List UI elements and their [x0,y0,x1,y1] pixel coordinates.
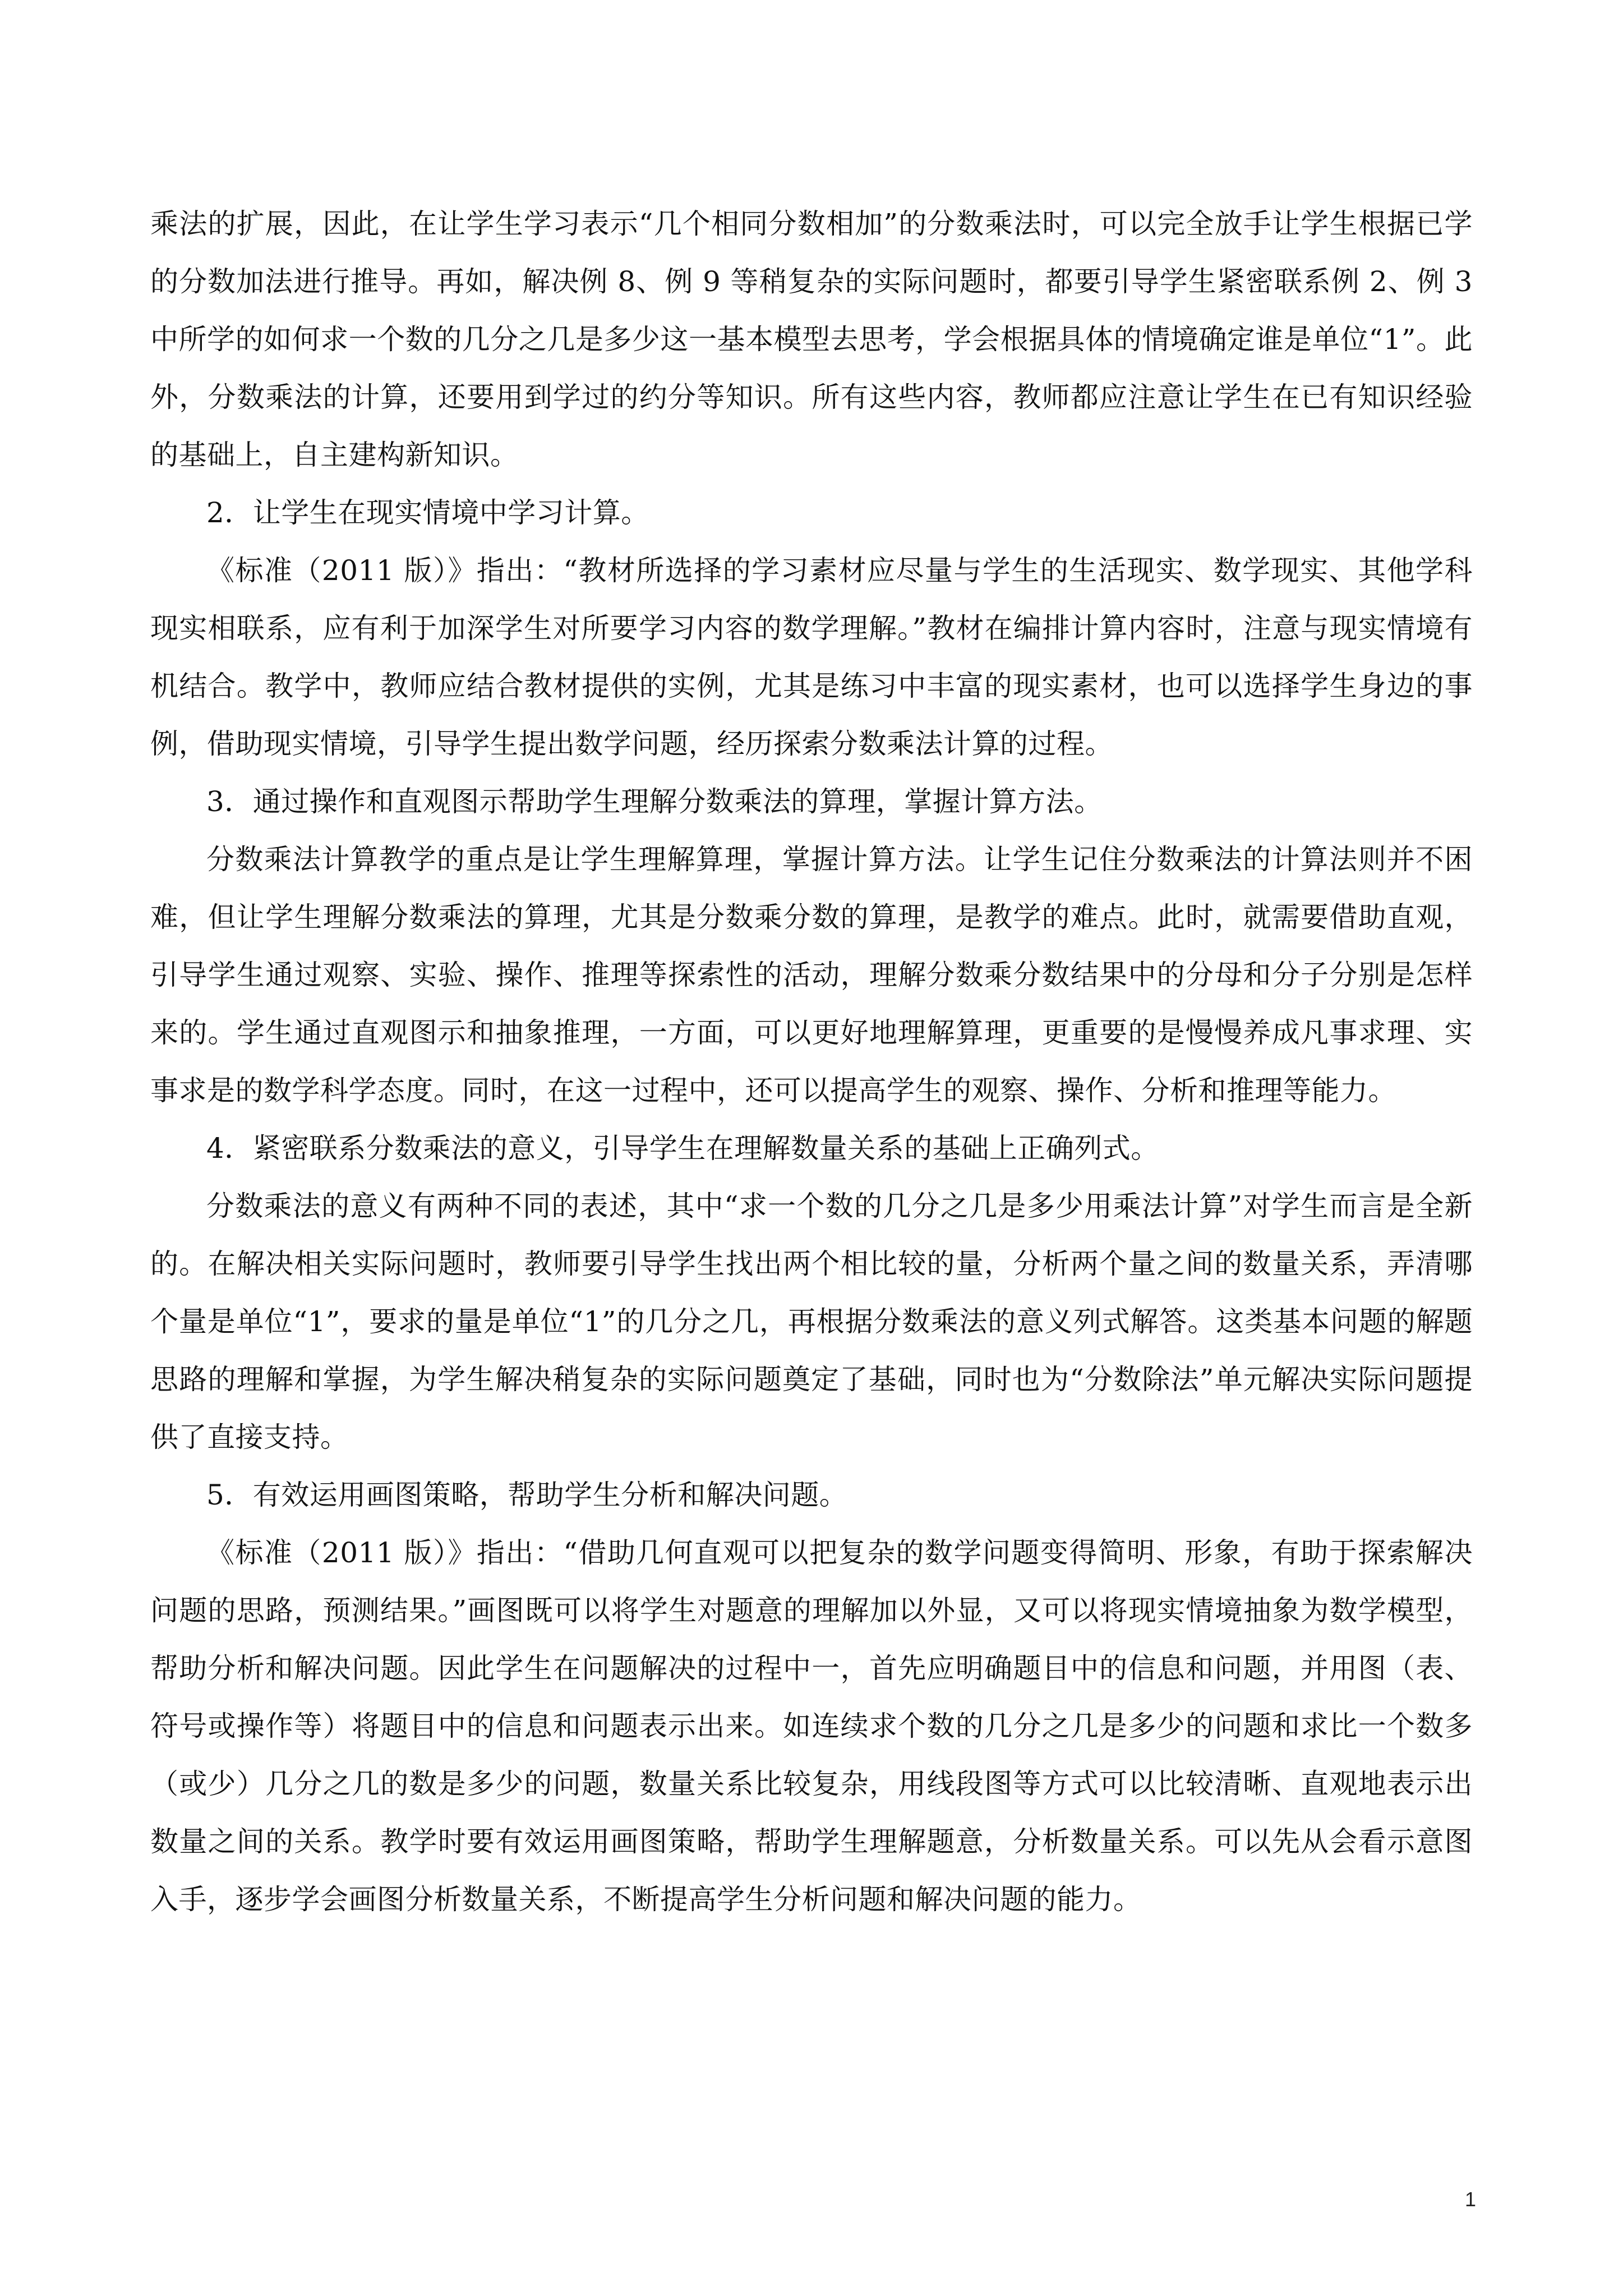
document-body [150,195,1473,1929]
paragraph-section-4: 分数乘法的意义有两种不同的表述，其中“求一个数的几分之几是多少用乘法计算”对学生而言是全新的。在解决相关实际问题时，教师要引导学生找出两个相比较的量，分析两个量之间的数量关系，弄清哪个量是单位“1”，要求的量是单位“1”的几分之几，再根据分数乘法的意义列式解答。这类基本问题的解题思路的理解和掌握，为学生解决稍复杂的实际问题奠定了基础，同时也为“分数除法”单元解决实际问题提供了直接支持。 [150,1190,1473,1453]
section-heading-4: 4．紧密联系分数乘法的意义，引导学生在理解数量关系的基础上正确列式。 [206,1132,1159,1165]
paragraph-section-5: 《标准（2011 版）》指出：“借助几何直观可以把复杂的数学问题变得简明、形象，有助于探索解决问题的思路，预测结果。”画图既可以将学生对题意的理解加以外显，又可以将现实情境抽象为数学模型，帮助分析和解决问题。因此学生在问题解决的过程中一，首先应明确题目中的信息和问题，并用图（表、符号或操作等）将题目中的信息和问题表示出来。如连续求个数的几分之几是多少的问题和求比一个数多（或少）几分之几的数是多少的问题，数量关系比较复杂，用线段图等方式可以比较清晰、直观地表示出数量之间的关系。教学时要有效运用画图策略，帮助学生理解题意，分析数量关系。可以先从会看示意图入手，逐步学会画图分析数量关系，不断提高学生分析问题和解决问题的能力。 [150,1536,1473,1916]
paragraph-continuation: 乘法的扩展，因此，在让学生学习表示“几个相同分数相加”的分数乘法时，可以完全放手让学生根据已学的分数加法进行推导。再如，解决例 8、例 9 等稍复杂的实际问题时，都要引导学生紧密联系例 2、例 3 中所学的如何求一个数的几分之几是多少这一基本模型去思考，学会根据具体的情境确定谁是单位“1”。此外，分数乘法的计算，还要用到学过的约分等知识。所有这些内容，教师都应注意让学生在已有知识经验的基础上，自主建构新知识。 [150,208,1473,471]
paragraph-section-3: 分数乘法计算教学的重点是让学生理解算理，掌握计算方法。让学生记住分数乘法的计算法则并不困难，但让学生理解分数乘法的算理，尤其是分数乘分数的算理，是教学的难点。此时，就需要借助直观，引导学生通过观察、实验、操作、推理等探索性的活动，理解分数乘分数结果中的分母和分子分别是怎样来的。学生通过直观图示和抽象推理，一方面，可以更好地理解算理，更重要的是慢慢养成凡事求理、实事求是的数学科学态度。同时，在这一过程中，还可以提高学生的观察、操作、分析和推理等能力。 [150,843,1473,1107]
paragraph-section-2: 《标准（2011 版）》指出：“教材所选择的学习素材应尽量与学生的生活现实、数学现实、其他学科现实相联系，应有利于加深学生对所要学习内容的数学理解。”教材在编排计算内容时，注意与现实情境有机结合。教学中，教师应结合教材提供的实例，尤其是练习中丰富的现实素材，也可以选择学生身边的事例，借助现实情境，引导学生提出数学问题，经历探索分数乘法计算的过程。 [150,554,1473,760]
page-number: 1 [1464,2188,1476,2211]
section-heading-5: 5．有效运用画图策略，帮助学生分析和解决问题。 [206,1479,848,1511]
section-heading-2: 2．让学生在现实情境中学习计算。 [206,496,649,529]
section-heading-3: 3．通过操作和直观图示帮助学生理解分数乘法的算理，掌握计算方法。 [206,785,1103,818]
